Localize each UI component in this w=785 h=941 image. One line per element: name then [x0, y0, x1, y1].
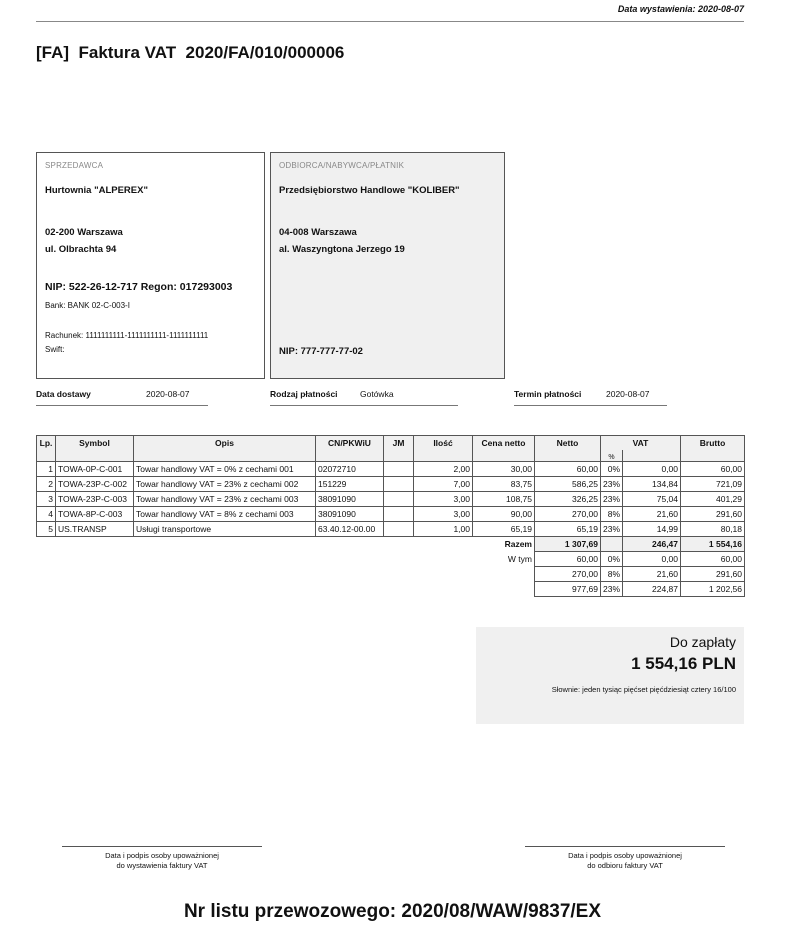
- cell-opis: Usługi transportowe: [134, 522, 316, 537]
- breakdown-pct: 0%: [601, 552, 623, 567]
- seller-postal-city: 02-200 Warszawa: [45, 227, 123, 238]
- due-date-field: [514, 389, 667, 406]
- issuer-signature-line: [62, 846, 262, 847]
- cell-vat: 21,60: [623, 507, 681, 522]
- issuer-caption-line1: Data i podpis osoby upoważnionej: [105, 851, 219, 860]
- breakdown-pct: 8%: [601, 567, 623, 582]
- col-symbol: Symbol: [56, 436, 134, 462]
- cell-jm: [384, 522, 414, 537]
- cell-symbol: TOWA-23P-C-003: [56, 492, 134, 507]
- cell-pct: 23%: [601, 522, 623, 537]
- payment-type-value: Gotówka: [360, 389, 394, 399]
- col-vat: VAT: [601, 436, 681, 451]
- to-pay-label: Do zapłaty: [669, 634, 736, 650]
- receiver-signature-line: [525, 846, 725, 847]
- cell-brutto: 60,00: [681, 462, 745, 477]
- seller-name: Hurtownia "ALPEREX": [45, 185, 148, 196]
- breakdown-label: W tym: [37, 552, 535, 567]
- breakdown-spacer: [37, 567, 535, 582]
- cell-opis: Towar handlowy VAT = 23% z cechami 002: [134, 477, 316, 492]
- buyer-nip: NIP: 777-777-77-02: [279, 346, 363, 357]
- breakdown-netto: 270,00: [535, 567, 601, 582]
- due-date-value: 2020-08-07: [606, 389, 650, 399]
- cell-vat: 134,84: [623, 477, 681, 492]
- table-row: [37, 492, 745, 507]
- delivery-date-value: 2020-08-07: [146, 389, 190, 399]
- cell-ilosc: 2,00: [414, 462, 473, 477]
- total-row: [37, 537, 745, 552]
- total-pct: [601, 537, 623, 552]
- cell-cn: 151229: [316, 477, 384, 492]
- cell-pct: 23%: [601, 492, 623, 507]
- vat-breakdown-row: [37, 567, 745, 582]
- cell-ilosc: 3,00: [414, 492, 473, 507]
- cell-vat: 0,00: [623, 462, 681, 477]
- to-pay-in-words: Słownie: jeden tysiąc pięćset pięćdziesiąt cztery 16/100: [551, 685, 736, 694]
- receiver-caption-line1: Data i podpis osoby upoważnionej: [568, 851, 682, 860]
- col-brutto: Brutto: [681, 436, 745, 462]
- col-lp: Lp.: [37, 436, 56, 462]
- table-row: [37, 477, 745, 492]
- cell-lp: 2: [37, 477, 56, 492]
- seller-nip-regon: NIP: 522-26-12-717 Regon: 017293003: [45, 281, 233, 293]
- col-ilosc: Ilość: [414, 436, 473, 462]
- seller-street: ul. Olbrachta 94: [45, 244, 117, 255]
- cell-cn: 02072710: [316, 462, 384, 477]
- seller-label: SPRZEDAWCA: [45, 161, 104, 170]
- cell-ilosc: 7,00: [414, 477, 473, 492]
- cell-ilosc: 3,00: [414, 507, 473, 522]
- items-table: [36, 435, 745, 597]
- summary-body: [37, 537, 745, 597]
- payment-type-field: [270, 389, 458, 406]
- breakdown-vat: 224,87: [623, 582, 681, 597]
- breakdown-brutto: 1 202,56: [681, 582, 745, 597]
- cell-lp: 4: [37, 507, 56, 522]
- items-body: [37, 462, 745, 537]
- cell-cn: 63.40.12-00.00: [316, 522, 384, 537]
- seller-swift: Swift:: [45, 345, 65, 354]
- seller-account: Rachunek: 1111111111-1111111111-1111111111: [45, 331, 209, 340]
- cell-symbol: TOWA-8P-C-003: [56, 507, 134, 522]
- cell-symbol: TOWA-23P-C-002: [56, 477, 134, 492]
- cell-ilosc: 1,00: [414, 522, 473, 537]
- seller-bank: Bank: BANK 02-C-003-I: [45, 301, 130, 310]
- breakdown-brutto: 60,00: [681, 552, 745, 567]
- delivery-date-label: Data dostawy: [36, 389, 91, 399]
- cell-cena: 30,00: [473, 462, 535, 477]
- breakdown-netto: 60,00: [535, 552, 601, 567]
- breakdown-vat: 0,00: [623, 552, 681, 567]
- buyer-postal-city: 04-008 Warszawa: [279, 227, 357, 238]
- col-cena: Cena netto: [473, 436, 535, 462]
- receiver-signature-caption: [525, 851, 725, 871]
- cell-opis: Towar handlowy VAT = 0% z cechami 001: [134, 462, 316, 477]
- vat-breakdown-row: [37, 552, 745, 567]
- waybill-number: Nr listu przewozowego: 2020/08/WAW/9837/EX: [183, 901, 602, 922]
- payment-type-label: Rodzaj płatności: [270, 389, 338, 399]
- cell-cn: 38091090: [316, 492, 384, 507]
- cell-netto: 270,00: [535, 507, 601, 522]
- cell-pct: 0%: [601, 462, 623, 477]
- cell-lp: 5: [37, 522, 56, 537]
- cell-netto: 326,25: [535, 492, 601, 507]
- breakdown-brutto: 291,60: [681, 567, 745, 582]
- cell-cena: 90,00: [473, 507, 535, 522]
- cell-opis: Towar handlowy VAT = 23% z cechami 003: [134, 492, 316, 507]
- cell-brutto: 80,18: [681, 522, 745, 537]
- vat-breakdown-row: [37, 582, 745, 597]
- buyer-name: Przedsiębiorstwo Handlowe "KOLIBER": [279, 185, 460, 196]
- cell-vat: 75,04: [623, 492, 681, 507]
- cell-cena: 108,75: [473, 492, 535, 507]
- cell-cena: 65,19: [473, 522, 535, 537]
- table-row: [37, 462, 745, 477]
- cell-brutto: 291,60: [681, 507, 745, 522]
- header-divider: [36, 21, 744, 22]
- cell-jm: [384, 462, 414, 477]
- breakdown-spacer: [37, 582, 535, 597]
- total-vat: 246,47: [623, 537, 681, 552]
- cell-netto: 586,25: [535, 477, 601, 492]
- cell-pct: 23%: [601, 477, 623, 492]
- cell-pct: 8%: [601, 507, 623, 522]
- invoice-title: [FA] Faktura VAT 2020/FA/010/000006: [36, 43, 345, 62]
- cell-cn: 38091090: [316, 507, 384, 522]
- cell-cena: 83,75: [473, 477, 535, 492]
- cell-netto: 65,19: [535, 522, 601, 537]
- cell-symbol: US.TRANSP: [56, 522, 134, 537]
- issuer-caption-line2: do wystawienia faktury VAT: [116, 861, 208, 870]
- cell-brutto: 721,09: [681, 477, 745, 492]
- cell-jm: [384, 507, 414, 522]
- cell-lp: 1: [37, 462, 56, 477]
- total-label: Razem: [37, 537, 535, 552]
- cell-jm: [384, 492, 414, 507]
- cell-vat: 14,99: [623, 522, 681, 537]
- cell-brutto: 401,29: [681, 492, 745, 507]
- col-opis: Opis: [134, 436, 316, 462]
- delivery-date-field: [36, 389, 208, 406]
- col-vat-pct: %: [601, 450, 623, 462]
- cell-symbol: TOWA-0P-C-001: [56, 462, 134, 477]
- buyer-street: al. Waszyngtona Jerzego 19: [279, 244, 405, 255]
- breakdown-netto: 977,69: [535, 582, 601, 597]
- col-netto: Netto: [535, 436, 601, 462]
- buyer-label: ODBIORCA/NABYWCA/PŁATNIK: [279, 161, 405, 170]
- total-brutto: 1 554,16: [681, 537, 745, 552]
- breakdown-pct: 23%: [601, 582, 623, 597]
- to-pay-amount: 1 554,16 PLN: [631, 654, 736, 673]
- col-cn: CN/PKWiU: [316, 436, 384, 462]
- cell-jm: [384, 477, 414, 492]
- buyer-box: [270, 152, 505, 379]
- cell-lp: 3: [37, 492, 56, 507]
- col-vat-amount: [623, 450, 681, 462]
- breakdown-vat: 21,60: [623, 567, 681, 582]
- cell-opis: Towar handlowy VAT = 8% z cechami 003: [134, 507, 316, 522]
- receiver-caption-line2: do odbioru faktury VAT: [587, 861, 663, 870]
- seller-box: [36, 152, 265, 379]
- table-row: [37, 507, 745, 522]
- to-pay-box: [476, 627, 744, 724]
- col-jm: JM: [384, 436, 414, 462]
- table-row: [37, 522, 745, 537]
- cell-netto: 60,00: [535, 462, 601, 477]
- issuer-signature-caption: [62, 851, 262, 871]
- due-date-label: Termin płatności: [514, 389, 582, 399]
- total-netto: 1 307,69: [535, 537, 601, 552]
- issue-date: Data wystawienia: 2020-08-07: [617, 4, 744, 14]
